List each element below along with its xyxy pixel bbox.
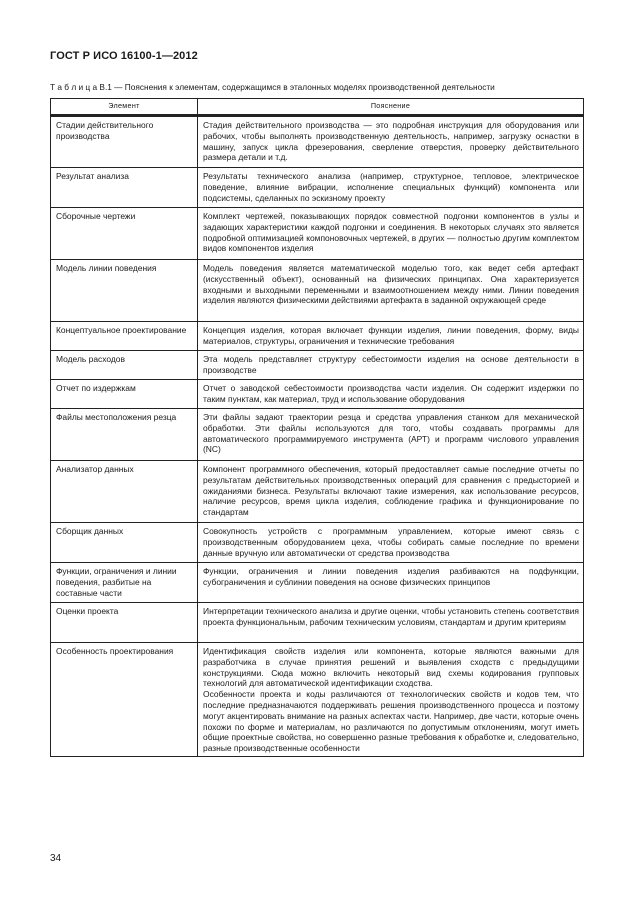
explanation-cell: Отчет о заводской себестоимости производства части изделия. Он содержит издержки по таким пунктам, как материал, труд и использование оборудования xyxy=(198,380,584,409)
explanation-cell: Компонент программного обеспечения, который предоставляет самые последние отчеты по результатам действительных производственных операций для сравнения с предысторией и ожиданиями бизнеса. Результаты включают такие измерения, как использование ресурсов, наличие ресурсов, время цикла изделия, соблюдение графика и функционирование по стандартам xyxy=(198,461,584,523)
table-row xyxy=(51,380,584,409)
explanation-cell xyxy=(198,643,584,757)
explanation-cell: Эта модель представляет структуру себестоимости изделия на основе деятельности в производстве xyxy=(198,351,584,380)
element-cell: Концептуальное проектирование xyxy=(51,322,198,351)
explanation-cell: Модель поведения является математической моделью того, как ведет себя артефакт (искусственный объект), основанный на физических принципах. Она характеризуется входными и выходными переменными и взаимоотношением между ними. Линии поведения изделия являются физическими действиями артефакта в заданной окружающей среде xyxy=(198,260,584,322)
element-cell: Отчет по издержкам xyxy=(51,380,198,409)
table-header-row xyxy=(51,99,584,116)
table-row xyxy=(51,523,584,563)
table-row xyxy=(51,168,584,208)
explanation-paragraph: Идентификация свойств изделия или компонента, которые являются важными для разработчика в случае принятия решений и выявления сходств с предыдущими конструкциями. Сюда можно включить некоторый вид схемы кодирования групповых технологий для автоматической идентификации сходства. xyxy=(203,646,579,689)
explanation-cell: Эти файлы задают траектории резца и средства управления станком для механической обработки. Эти файлы используются для того, чтобы создавать программы для автоматического программируемого инструмента (АРТ) и программ числового управления (NC) xyxy=(198,409,584,461)
column-header-element: Элемент xyxy=(51,99,198,116)
table-row xyxy=(51,117,584,168)
table-row xyxy=(51,260,584,322)
explanation-cell: Результаты технического анализа (например, структурное, тепловое, электрическое поведение, влияние вибрации, исполнение специальных функций) компонента или подсистемы, сделанных по эскизному проекту xyxy=(198,168,584,208)
explanation-cell: Совокупность устройств с программным управлением, которые имеют связь с производственным оборудованием цеха, чтобы собирать самые последние по времени данные вручную или автоматически от средства производства xyxy=(198,523,584,563)
explanation-cell: Функции, ограничения и линии поведения изделия разбиваются на подфункции, субограничения и сублинии поведения на основе физических принципов xyxy=(198,563,584,603)
explanation-table xyxy=(50,98,583,757)
table-row xyxy=(51,563,584,603)
element-cell: Файлы местоположения резца xyxy=(51,409,198,461)
element-cell: Сборщик данных xyxy=(51,523,198,563)
table-caption: Т а б л и ц а В.1 — Пояснения к элементам, содержащимся в эталонных моделях производственной деятельности xyxy=(50,82,495,92)
element-cell: Сборочные чертежи xyxy=(51,208,198,260)
element-cell: Модель линии поведения xyxy=(51,260,198,322)
element-cell: Модель расходов xyxy=(51,351,198,380)
element-cell: Оценки проекта xyxy=(51,603,198,643)
explanation-cell: Стадия действительного производства — это подробная инструкция для оборудования или рабочих, чтобы выполнять производственную деятельность, например, загрузку оснастки в машину, запуск цикла фрезерования, сверление отверстия, проверку действительного размера детали и т.д. xyxy=(198,117,584,168)
table-row xyxy=(51,351,584,380)
table-row xyxy=(51,409,584,461)
column-header-explanation: Пояснение xyxy=(198,99,584,116)
table-row xyxy=(51,322,584,351)
page-number: 34 xyxy=(50,853,62,864)
explanation-paragraph: Особенности проекта и коды различаются от технологических свойств и кодов тем, что последние предназначаются поддерживать решения производственного процесса и поэтому могут акцентировать внимание на разных аспектах части. Например, две части, которые очень похожи по форме и материалам, но различаются по допустимым отклонениям, могут иметь общие проектные свойства, но совершенно разные требования к обработке и, следовательно, разные производственные особенности xyxy=(203,689,579,754)
element-cell: Анализатор данных xyxy=(51,461,198,523)
element-cell: Функции, ограничения и линии поведения, разбитые на составные части xyxy=(51,563,198,603)
element-cell: Особенность проектирования xyxy=(51,643,198,757)
table-row xyxy=(51,208,584,260)
table-row xyxy=(51,461,584,523)
table-row xyxy=(51,603,584,643)
explanation-cell: Интерпретации технического анализа и другие оценки, чтобы установить степень соответствия проекта функциональным, рабочим техническим условиям, стандартам и другим критериям xyxy=(198,603,584,643)
table-row xyxy=(51,643,584,757)
explanation-cell: Комплект чертежей, показывающих порядок совместной подгонки компонентов в узлы и задающих характеристики каждой подгонки и соединения. В некоторых случаях это является подробной оптимизацией компоновочных чертежей, в других — полностью другим комплектом видов компонентов изделия xyxy=(198,208,584,260)
element-cell: Результат анализа xyxy=(51,168,198,208)
element-cell: Стадии действительного производства xyxy=(51,117,198,168)
explanation-cell: Концепция изделия, которая включает функции изделия, линии поведения, форму, виды материалов, структуры, ограничения и технические требования xyxy=(198,322,584,351)
document-header: ГОСТ Р ИСО 16100-1—2012 xyxy=(50,50,198,62)
